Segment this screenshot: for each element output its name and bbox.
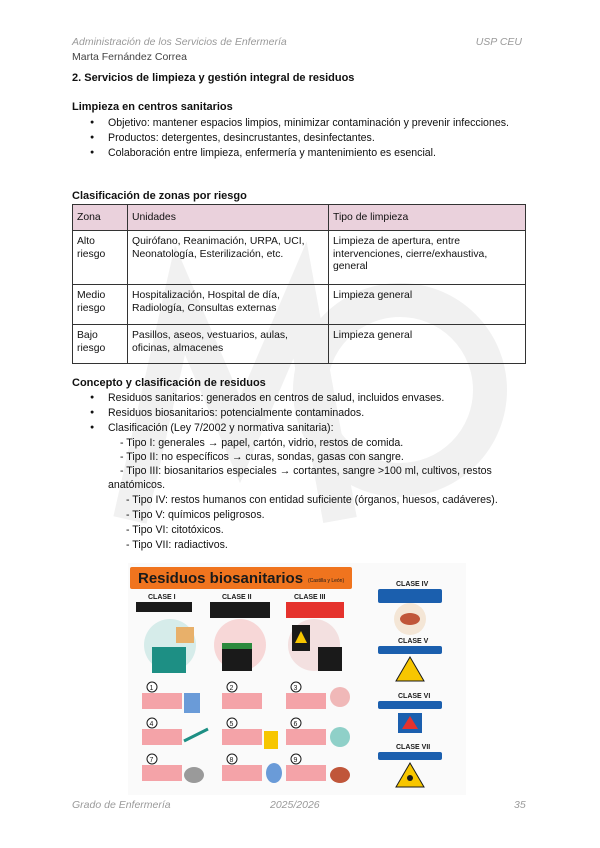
list-item: ● Productos: detergentes, desincrustantes, desinfectantes. bbox=[90, 131, 510, 146]
zones-table bbox=[72, 204, 526, 364]
waste-type: - Tipo VI: citotóxicos. bbox=[126, 524, 224, 536]
waste-bin-icon bbox=[152, 647, 186, 673]
list-item: ● Objetivo: mantener espacios limpios, minimizar contaminación y prevenir infecciones. bbox=[90, 116, 510, 131]
header-school: USP CEU bbox=[475, 36, 522, 48]
page-number: 35 bbox=[514, 799, 526, 811]
column-header: Tipo de limpieza bbox=[329, 205, 526, 231]
footer-year: 2025/2026 bbox=[270, 799, 320, 811]
cleaning-heading: Limpieza en centros sanitarios bbox=[72, 101, 233, 113]
waste-type: - Tipo I: generales → papel, cartón, vidrio, restos de comida. bbox=[120, 437, 404, 449]
biosanitary-waste-infographic bbox=[128, 563, 466, 795]
table-cell: Bajo riesgo bbox=[73, 325, 128, 364]
class-banner bbox=[286, 602, 344, 618]
header-author: Marta Fernández Correa bbox=[72, 51, 187, 63]
column-header: Unidades bbox=[128, 205, 329, 231]
zones-heading: Clasificación de zonas por riesgo bbox=[72, 190, 247, 202]
table-cell: Hospitalización, Hospital de día, Radiología, Consultas externas bbox=[128, 285, 329, 325]
section-title: 2. Servicios de limpieza y gestión integral de residuos bbox=[72, 72, 355, 84]
table-cell: Pasillos, aseos, vestuarios, aulas, oficinas, almacenes bbox=[128, 325, 329, 364]
class-label: CLASE VII bbox=[396, 744, 431, 751]
footer-degree: Grado de Enfermería bbox=[72, 799, 171, 811]
class-label: CLASE VI bbox=[398, 693, 431, 700]
header-course: Administración de los Servicios de Enfermería bbox=[72, 36, 287, 48]
svg-text:6: 6 bbox=[293, 721, 298, 728]
bag-icon bbox=[222, 643, 252, 649]
waste-type: - Tipo III: biosanitarios especiales → cortantes, sangre >100 ml, cultivos, restos bbox=[120, 465, 492, 477]
table-row bbox=[73, 285, 526, 325]
waste-type: - Tipo IV: restos humanos con entidad suficiente (órganos, huesos, cadáveres). bbox=[126, 494, 498, 506]
table-cell: Alto riesgo bbox=[73, 231, 128, 285]
organ-icon bbox=[400, 613, 420, 625]
table-cell: Medio riesgo bbox=[73, 285, 128, 325]
waste-heading: Concepto y clasificación de residuos bbox=[72, 377, 266, 389]
svg-text:4: 4 bbox=[149, 721, 154, 728]
table-row bbox=[73, 325, 526, 364]
waste-bin-icon bbox=[318, 647, 342, 671]
class-banner bbox=[378, 646, 442, 654]
table-header-row bbox=[73, 205, 526, 231]
class-label: CLASE I bbox=[148, 594, 176, 601]
class-banner bbox=[378, 701, 442, 709]
list-item: ● Colaboración entre limpieza, enfermería y mantenimiento es esencial. bbox=[90, 146, 510, 161]
table-row bbox=[73, 231, 526, 285]
list-item: ● Clasificación (Ley 7/2002 y normativa sanitaria): bbox=[90, 421, 510, 436]
table-cell: Limpieza general bbox=[329, 325, 526, 364]
svg-text:5: 5 bbox=[229, 721, 234, 728]
class-label: CLASE II bbox=[222, 594, 252, 601]
list-item: ● Residuos sanitarios: generados en centros de salud, incluidos envases. bbox=[90, 391, 510, 406]
class-banner bbox=[378, 752, 442, 760]
svg-text:7: 7 bbox=[149, 757, 154, 764]
svg-text:8: 8 bbox=[229, 757, 234, 764]
table-cell: Quirófano, Reanimación, URPA, UCI, Neonatología, Esterilización, etc. bbox=[128, 231, 329, 285]
svg-text:1: 1 bbox=[149, 685, 154, 692]
waste-bin-icon bbox=[222, 647, 252, 671]
svg-text:3: 3 bbox=[293, 685, 298, 692]
chemical-hazard-icon bbox=[396, 657, 424, 681]
waste-list bbox=[90, 391, 510, 435]
class-label: CLASE V bbox=[398, 638, 429, 645]
waste-type: - Tipo II: no específicos → curas, sondas, gasas con sangre. bbox=[120, 451, 404, 463]
class-banner bbox=[136, 602, 192, 612]
class-label: CLASE IV bbox=[396, 581, 429, 588]
cleaning-list bbox=[90, 116, 510, 160]
infographic-title: Residuos biosanitarios bbox=[138, 570, 304, 587]
svg-text:9: 9 bbox=[293, 757, 298, 764]
list-item: ● Residuos biosanitarios: potencialmente contaminados. bbox=[90, 406, 510, 421]
class-banner bbox=[210, 602, 270, 618]
table-cell: Limpieza general bbox=[329, 285, 526, 325]
numbered-items bbox=[142, 682, 350, 783]
waste-type: anatómicos. bbox=[108, 479, 166, 491]
svg-text:2: 2 bbox=[229, 685, 234, 692]
infographic-title-tag: (Castilla y León) bbox=[308, 578, 345, 584]
waste-type: - Tipo VII: radiactivos. bbox=[126, 539, 228, 551]
class-label: CLASE III bbox=[294, 594, 326, 601]
column-header: Zona bbox=[73, 205, 128, 231]
waste-type: - Tipo V: químicos peligrosos. bbox=[126, 509, 265, 521]
table-cell: Limpieza de apertura, entre intervenciones, cierre/exhaustiva, general bbox=[329, 231, 526, 285]
class-banner bbox=[378, 589, 442, 603]
box-icon bbox=[176, 627, 194, 643]
